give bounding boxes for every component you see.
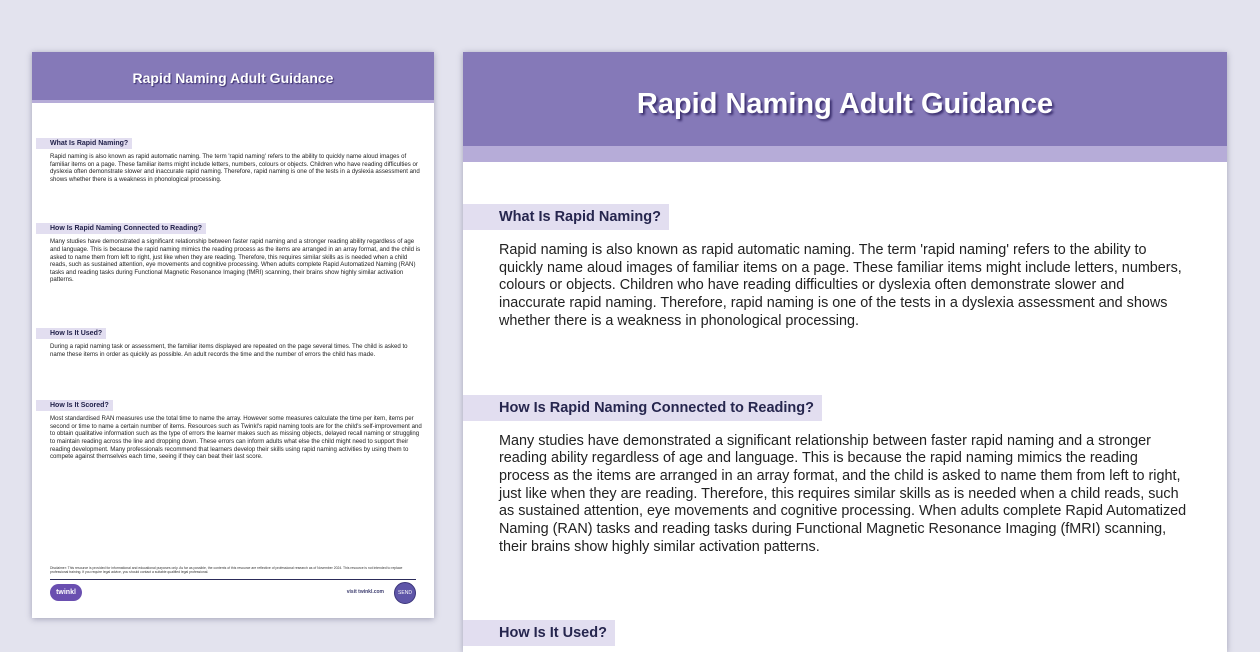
section-body: Many studies have demonstrated a significant relationship between faster rapid naming and a stronger reading ability regardless of age and language. This is because the rapid naming mimics the reading process as the items are arranged in an array format, and the child is asked to name them from left to right, just like when they are reading. Therefore, this requires similar skills as is needed when a child reads, such as sustained attention, eye movements and cognitive processing. When adults complete Rapid Automatized Naming (RAN) tasks and reading tasks during Functional Magnetic Resonance Imaging (fMRI) scanning, their brains show highly similar activation patterns. [499, 432, 1187, 555]
section-heading: How Is Rapid Naming Connected to Reading? [36, 223, 206, 234]
send-badge-icon: SEND [394, 582, 416, 604]
document-page-zoomed[interactable] [463, 52, 1227, 652]
section-body: Most standardised RAN measures use the total time to name the array. However some measures calculate the time per item, items per second or time to name a certain number of items. Resources such as Twinkl's rapid naming tools are for the child's self-improvement and to obtain qualitative information such as the type of errors the learner makes such as missing objects, delayed recall naming or struggling to maintain reading across the line and dropping down. These errors can inform adults what else the child might need to support their reading development. Many professionals recommend that learners develop their skills using rapid naming activities by using them to compete against themselves each time, seeing if they can beat their last score. [50, 415, 422, 461]
page-header [463, 52, 1227, 146]
page-header [32, 52, 434, 100]
disclaimer: Disclaimer: This resource is provided for informational and educational purposes only. As far as possible, the contents of this resource are reflective of professional research as of November 2024. This resource is not intended to replace professional training. If you require legal advice, you should contact a suitable qualified legal professional. [50, 566, 403, 575]
section-heading: How Is It Used? [36, 328, 106, 339]
header-band [463, 146, 1227, 162]
page-title: Rapid Naming Adult Guidance [636, 88, 1054, 120]
section-body: During a rapid naming task or assessment, the familiar items displayed are repeated on the page several times. The child is asked to name these items in order as quickly as possible. An adult records the time and the number of errors the child has made. [50, 342, 408, 358]
header-band [32, 100, 434, 103]
document-page-thumbnail[interactable] [32, 52, 434, 618]
page-content [499, 204, 1187, 646]
page-title: Rapid Naming Adult Guidance [132, 70, 334, 86]
section-heading: How Is Rapid Naming Connected to Reading? [463, 395, 822, 421]
section-scored [50, 394, 422, 461]
section-what-is [499, 204, 1187, 331]
footer-divider [50, 579, 416, 580]
section-heading: What Is Rapid Naming? [463, 204, 669, 230]
visit-link[interactable]: visit twinkl.com [346, 589, 384, 595]
twinkl-logo-icon: twinkl [50, 584, 82, 601]
section-body: Rapid naming is also known as rapid automatic naming. The term 'rapid naming' refers to the ability to quickly name aloud images of familiar items on a page. These familiar items might include letters, numbers, colours or objects. Children who have reading difficulties or dyslexia often demonstrate slower and inaccurate rapid naming. Therefore, rapid naming is one of the tests in a dyslexia assessment and shows whether there is a weakness in phonological processing. [499, 242, 1182, 329]
section-used [50, 322, 422, 358]
section-body: Rapid naming is also known as rapid automatic naming. The term 'rapid naming' refers to the ability to quickly name aloud images of familiar items on a page. These familiar items might include letters, numbers, colours or objects. Children who have reading difficulties or dyslexia often demonstrate slower and inaccurate rapid naming. Therefore, rapid naming is one of the tests in a dyslexia assessment and shows whether there is a weakness in phonological processing. [50, 153, 420, 183]
section-heading: How Is It Used? [463, 620, 615, 646]
page-content [50, 132, 422, 461]
section-used [499, 620, 1187, 646]
section-heading: What Is Rapid Naming? [36, 138, 132, 149]
section-connected [50, 217, 422, 284]
section-body: Many studies have demonstrated a significant relationship between faster rapid naming and a stronger reading ability regardless of age and language. This is because the rapid naming mimics the reading process as the items are arranged in an array format, and the child is asked to name them from left to right, just like when they are reading. Therefore, this requires similar skills as is needed when a child reads, such as sustained attention, eye movements and cognitive processing. When adults complete Rapid Automatized Naming (RAN) tasks and reading tasks during Functional Magnetic Resonance Imaging (fMRI) scanning, their brains show highly similar activation patterns. [50, 238, 421, 284]
section-heading: How Is It Scored? [36, 400, 113, 411]
section-what-is [50, 132, 422, 183]
section-connected [499, 395, 1187, 557]
